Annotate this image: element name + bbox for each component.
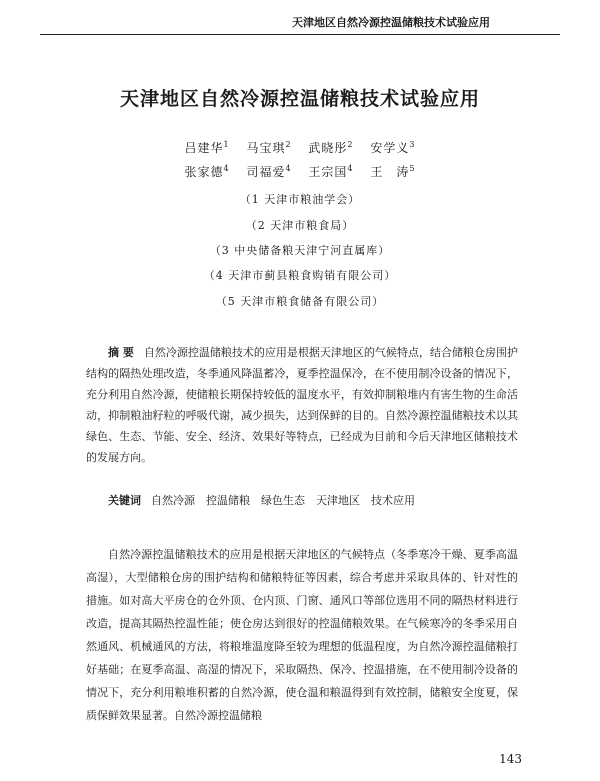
authors-row-1 [0,139,600,156]
affiliation-4: （4 天津市蓟县粮食购销有限公司） [203,269,397,282]
authors-row-2 [0,163,600,180]
affiliation-5: （5 天津市粮食储备有限公司） [215,295,385,308]
page-number: 143 [499,752,522,766]
author: 武晓彤$^2$ [308,140,354,155]
author: 王 涛$^5$ [370,164,416,179]
body-paragraph: 自然冷源控温储粮技术的应用是根据天津地区的气候特点（冬季寒冷干燥、夏季高温高湿），大型储粮仓房的围护结构和储粮特征等因素，综合考虑并采取具体的、针对性的措施。如对高大平房仓的仓外顶、仓内顶、门窗、通风口等部位选用不同的隔热材料进行改造，提高其隔热控温性能；使仓房达到很好的控温储粮效果。在气候寒冷的冬季采用自然通风、机械通风的方法，将粮堆温度降至较为理想的低温程度，为自然冷源控温储粮打好基础；在夏季高温、高湿的情况下，采取隔热、保冷、控温措施，在不使用制冷设备的情况下，充分利用粮堆积蓄的自然冷源，使仓温和粮温得到有效控制，储粮安全度夏，保质保鲜效果显著。自然冷源控温储粮 [86,548,518,722]
paper-title: 天津地区自然冷源控温储粮技术试验应用 [119,88,480,110]
author: 张家德$^4$ [184,164,230,179]
header-rule [40,34,560,35]
running-header: 天津地区自然冷源控温储粮技术试验应用 [292,16,490,29]
affiliation-1: （1 天津市粮油学会） [239,193,361,206]
affiliation-3: （3 中央储备粮天津宁河直属库） [209,244,391,257]
keywords [108,492,415,508]
keywords-label: 关键词 [108,494,141,507]
author: 马宝琪$^2$ [246,140,292,155]
author: 安学义$^3$ [370,140,416,155]
abstract [86,342,518,468]
keywords-text: 自然冷源 控温储粮 绿色生态 天津地区 技术应用 [151,494,415,507]
author: 吕建华$^1$ [184,140,230,155]
author: 司福爱$^4$ [246,164,292,179]
abstract-label: 摘 要 [108,346,134,359]
affiliation-2: （2 天津市粮食局） [245,219,355,232]
author: 王宗国$^4$ [308,164,354,179]
abstract-text: 自然冷源控温储粮技术的应用是根据天津地区的气候特点，结合储粮仓房围护结构的隔热处理改造，冬季通风降温蓄冷，夏季控温保冷，在不使用制冷设备的情况下，充分利用自然冷源，使储粮长期保持较低的温度水平，有效抑制粮堆内有害生物的生命活动，抑制粮油籽粒的呼吸代谢，减少损失，达到保鲜的目的。自然冷源控温储粮技术以其绿色、生态、节能、安全、经济、效果好等特点，已经成为目前和今后天津地区储粮技术的发展方向。 [86,346,518,464]
